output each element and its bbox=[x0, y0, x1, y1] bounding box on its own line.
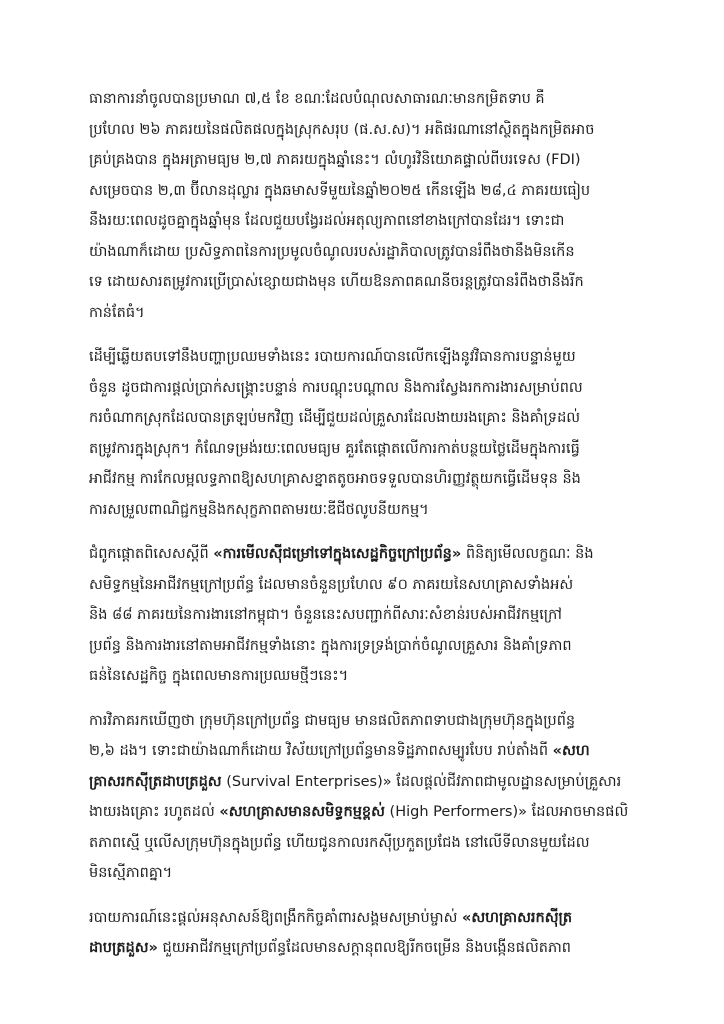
text-segment: (High Performers)» ដែលអាចមានផលិ bbox=[384, 804, 629, 820]
text-line bbox=[89, 767, 655, 798]
bold-text: «សហគ្រាសមានសមិទ្ធកម្មខ្ពស់ bbox=[219, 804, 385, 820]
text-segment: កាន់តែធំ។ bbox=[89, 304, 145, 321]
text-line bbox=[89, 539, 655, 570]
paragraph bbox=[89, 342, 655, 525]
text-line bbox=[89, 373, 655, 404]
paragraph bbox=[89, 84, 655, 328]
paragraph bbox=[89, 539, 655, 692]
text-segment: ពិនិត្យមើលលក្ខណៈ និង bbox=[461, 546, 594, 562]
text-line bbox=[89, 298, 655, 329]
text-segment: ទេ ដោយសារតម្រូវការប្រើប្រាស់ខ្សោយជាងមុន ហើយឱនភាពគណនីចរន្តត្រូវបានរំពឹងថានឹងរីក bbox=[89, 274, 584, 290]
text-segment: អាជីវកម្ម ការកែលម្អលទ្ធភាពឱ្យសហគ្រាសខ្នាតតូចអាចទទួលបានហិរញ្ញវត្ថុយកធ្វើដើមទុន និង bbox=[89, 471, 581, 487]
text-line bbox=[89, 706, 655, 737]
bold-text: «សហ bbox=[552, 743, 590, 759]
document-body bbox=[89, 84, 655, 978]
text-line bbox=[89, 464, 655, 495]
text-segment: តម្រូវការក្នុងស្រុក។ កំណែទម្រង់រយៈពេលមធ្យម គួរតែផ្តោតលើការកាត់បន្ថយថ្លៃដើមក្នុងការធ្វើ bbox=[89, 440, 580, 457]
text-segment: ២,៦ ដង។ ទោះជាយ៉ាងណាក៏ដោយ វិស័យក្រៅប្រព័ន្ធមានទិដ្ឋភាពសម្បូរបែប រាប់តាំងពី bbox=[89, 743, 553, 759]
text-segment: របាយការណ៍នេះផ្តល់អនុសាសន៍ឱ្យពង្រឹកកិច្ចគាំពារសង្គមសម្រាប់ម្ចាស់ bbox=[89, 909, 462, 926]
text-line bbox=[89, 600, 655, 631]
bold-text: គ្រាសរកស៊ីត្រដាបត្រដួស bbox=[89, 773, 222, 790]
text-line bbox=[89, 495, 655, 526]
bold-text: «សហគ្រាសរកស៊ីត្រ bbox=[462, 909, 573, 926]
text-line bbox=[89, 84, 655, 115]
text-line bbox=[89, 342, 655, 373]
text-line bbox=[89, 145, 655, 176]
text-segment: ជួយអាជីវកម្មក្រៅប្រព័ន្ធដែលមានសក្តានុពលឱ្យរីកចម្រើន និងបង្កើនផលិតភាព bbox=[157, 940, 571, 956]
text-line bbox=[89, 858, 655, 889]
paragraph bbox=[89, 903, 655, 964]
text-segment: នឹងរយៈពេលដូចគ្នាក្នុងឆ្នាំមុន ដែលជួយបង្វែរដល់អតុល្យភាពនៅខាងក្រៅបានដែរ។ ទោះជា bbox=[89, 213, 565, 229]
text-segment: យ៉ាងណាក៏ដោយ ប្រសិទ្ធភាពនៃការប្រមូលចំណូលរបស់រដ្ឋាភិបាលត្រូវបានរំពឹងថានឹងមិនកើន bbox=[89, 243, 575, 260]
text-segment: (Survival Enterprises)» ដែលផ្តល់ជីវភាពជាមូលដ្ឋានសម្រាប់គ្រួសារ bbox=[221, 773, 622, 790]
text-line bbox=[89, 736, 655, 767]
text-line bbox=[89, 661, 655, 692]
text-segment: សម្រេចបាន ២,៣ ប៊ីលានដុល្លារ ក្នុងឆមាសទីមួយនៃឆ្នាំ២០២៥ កើនឡើង ២៨,៤ ភាគរយធៀប bbox=[89, 182, 591, 199]
text-segment: ប្រហែល ២៦ ភាគរយនៃផលិតផលក្នុងស្រុកសរុប (ផ.ស.ស)។ អតិផរណានៅស្ថិតក្នុងកម្រិតអាច bbox=[89, 121, 595, 138]
text-line bbox=[89, 631, 655, 662]
text-line bbox=[89, 403, 655, 434]
bold-text: «ការមើលស៊ីជម្រៅទៅក្នុងសេដ្ឋកិច្ចក្រៅប្រព័ន្ធ» bbox=[213, 546, 462, 562]
text-line bbox=[89, 828, 655, 859]
text-segment: ចំនួន ដូចជាការផ្តល់ប្រាក់សង្គ្រោះបន្ទាន់ ការបណ្តុះបណ្តាល និងការស្វែងរកការងារសម្រាប់ពល bbox=[89, 379, 583, 396]
text-line bbox=[89, 237, 655, 268]
bold-text: ដាបត្រដួស» bbox=[89, 940, 158, 956]
text-line bbox=[89, 206, 655, 237]
paragraph bbox=[89, 706, 655, 889]
text-line bbox=[89, 570, 655, 601]
text-segment: ការសម្រួលពាណិជ្ជកម្មនិងកសុក្ខភាពតាមរយៈឌីជីថលូបនីយកម្ម។ bbox=[89, 501, 429, 518]
text-segment: និង ៨៨ ភាគរយនៃការងារនៅកម្ពុជា។ ចំនួននេះសបញ្ជាក់ពីសារៈសំខាន់របស់អាជីវកម្មក្រៅ bbox=[89, 607, 562, 623]
text-line bbox=[89, 933, 655, 964]
text-segment: ធានាការនាំចូលបានប្រមាណ ៧,៥ ខែ ខណៈដែលបំណុលសាធារណៈមានកម្រិតទាប គឺ bbox=[89, 91, 545, 107]
text-line bbox=[89, 903, 655, 934]
text-line bbox=[89, 267, 655, 298]
text-line bbox=[89, 434, 655, 465]
text-segment: ករចំណាកស្រុកដែលបានត្រឡប់មកវិញ ដើម្បីជួយដល់គ្រួសារដែលងាយរងគ្រោះ និងគាំទ្រដល់ bbox=[89, 410, 581, 426]
text-segment: ប្រព័ន្ធ និងការងារនៅតាមអាជីវកម្មទាំងនោះ ក្នុងការទ្រទ្រង់ប្រាក់ចំណូលគ្រួសារ និងគាំទ្រភាព bbox=[89, 637, 572, 654]
text-segment: មិនស្មើភាពគ្នា។ bbox=[89, 865, 173, 881]
text-segment: ងាយរងគ្រោះ រហូតដល់ bbox=[89, 804, 220, 820]
text-line bbox=[89, 797, 655, 828]
text-segment: គ្រប់គ្រងបាន ក្នុងអត្រាមធ្យម ២,៧ ភាគរយក្នុងឆ្នាំនេះ។ លំហូរវិនិយោគផ្ទាល់ពីបរទេស (FDI) bbox=[89, 152, 581, 168]
text-segment: ដើម្បីឆ្លើយតបទៅនឹងបញ្ហាប្រឈមទាំងនេះ របាយការណ៍បានលើកឡើងនូវវិធានការបន្ទាន់មួយ bbox=[89, 349, 576, 365]
text-segment: សមិទ្ធកម្មនៃអាជីវកម្មក្រៅប្រព័ន្ធ ដែលមានចំនួនប្រហែល ៩០ ភាគរយនៃសហគ្រាសទាំងអស់ bbox=[89, 576, 574, 593]
text-line bbox=[89, 176, 655, 207]
text-segment: តភាពស្មើ ឬលើសក្រុមហ៊ុនក្នុងប្រព័ន្ធ ហើយជូនកាលរកស៊ីប្រកួតប្រជែង នៅលើទីលានមួយដែល bbox=[89, 834, 590, 851]
text-segment: ជំពូកផ្តោតពិសេសស្តីពី bbox=[89, 546, 214, 562]
text-segment: ការវិភាគរកឃើញថា ក្រុមហ៊ុនក្រៅប្រព័ន្ធ ជាមធ្យម មានផលិតភាពទាបជាងក្រុមហ៊ុនក្នុងប្រព័ន្ធ bbox=[89, 712, 576, 729]
text-segment: ធន់នៃសេដ្ឋកិច្ច ក្នុងពេលមានការប្រឈមថ្មីៗនេះ។ bbox=[89, 668, 349, 684]
text-line bbox=[89, 115, 655, 146]
